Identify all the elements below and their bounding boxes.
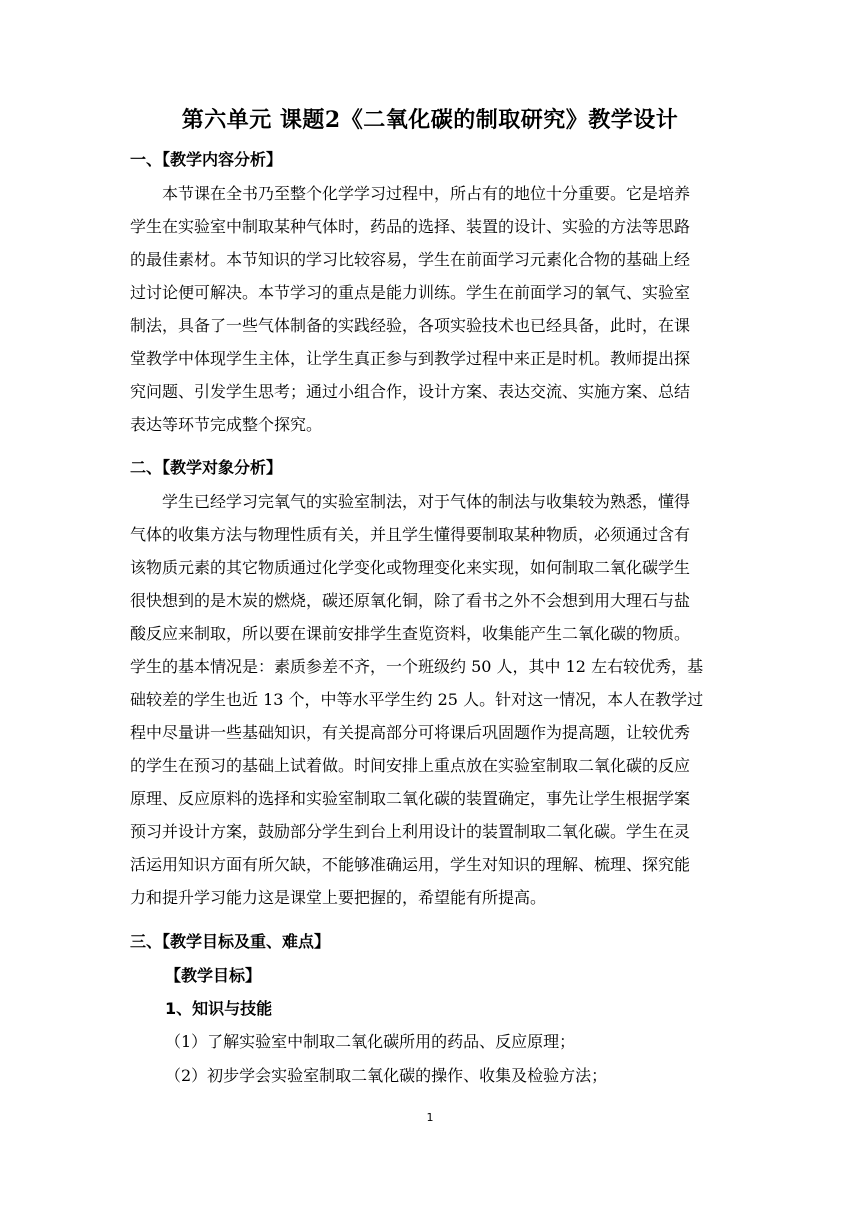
section-heading-teaching-goals: 三、【教学目标及重、难点】 <box>130 932 331 951</box>
paragraph-line: 制法，具备了一些气体制备的实践经验，各项实验技术也已经具备，此时，在课 <box>130 316 691 335</box>
paragraph-line: 预习并设计方案，鼓励部分学生到台上利用设计的装置制取二氧化碳。学生在灵 <box>130 822 691 841</box>
section-heading-student-analysis: 二、【教学对象分析】 <box>130 458 283 477</box>
paragraph-line: 究问题、引发学生思考；通过小组合作，设计方案、表达交流、实施方案、总结 <box>130 382 691 401</box>
paragraph-content-analysis <box>130 177 730 441</box>
paragraph-line: 原理、反应原料的选择和实验室制取二氧化碳的装置确定，事先让学生根据学案 <box>130 789 691 808</box>
paragraph-line: 酸反应来制取，所以要在课前安排学生查览资料，收集能产生二氧化碳的物质。 <box>130 624 691 643</box>
section-heading-content-analysis: 一、【教学内容分析】 <box>130 150 283 169</box>
paragraph-line: 活运用知识方面有所欠缺，不能够准确运用，学生对知识的理解、梳理、探究能 <box>130 855 691 874</box>
goal-item: （2）初步学会实验室制取二氧化碳的操作、收集及检验方法； <box>165 1066 608 1085</box>
paragraph-line: 堂教学中体现学生主体，让学生真正参与到教学过程中来正是时机。教师提出探 <box>130 349 691 368</box>
paragraph-line: 的最佳素材。本节知识的学习比较容易，学生在前面学习元素化合物的基础上经 <box>130 250 691 269</box>
paragraph-line: 的学生在预习的基础上试着做。时间安排上重点放在实验室制取二氧化碳的反应 <box>130 756 691 775</box>
paragraph-line: 过讨论便可解决。本节学习的重点是能力训练。学生在前面学习的氧气、实验室 <box>130 283 691 302</box>
paragraph-line: 很快想到的是木炭的燃烧，碳还原氧化铜，除了看书之外不会想到用大理石与盐 <box>130 591 691 610</box>
paragraph-line: 表达等环节完成整个探究。 <box>130 415 323 434</box>
paragraph-line: 学生的基本情况是：素质参差不齐，一个班级约 50 人，其中 12 左右较优秀，基 <box>130 657 704 676</box>
page-number: 1 <box>426 1111 434 1124</box>
paragraph-line: 本节课在全书乃至整个化学学习过程中，所占有的地位十分重要。它是培养 <box>130 184 691 203</box>
paragraph-line: 础较差的学生也近 13 个，中等水平学生约 25 人。针对这一情况，本人在教学过 <box>130 690 704 709</box>
goal-item: （1）了解实验室中制取二氧化碳所用的药品、反应原理； <box>165 1032 576 1051</box>
subheading-teaching-goals: 【教学目标】 <box>165 966 262 985</box>
paragraph-line: 该物质元素的其它物质通过化学变化或物理变化来实现，如何制取二氧化碳学生 <box>130 558 691 577</box>
paragraph-line: 力和提升学习能力这是课堂上要把握的，希望能有所提高。 <box>130 888 547 907</box>
subheading-knowledge-skills: 1、知识与技能 <box>165 999 273 1018</box>
document-title: 第六单元 课题2《二氧化碳的制取研究》教学设计 <box>181 107 679 133</box>
paragraph-line: 程中尽量讲一些基础知识，有关提高部分可将课后巩固题作为提高题，让较优秀 <box>130 723 691 742</box>
paragraph-student-analysis <box>130 485 730 914</box>
paragraph-line: 气体的收集方法与物理性质有关，并且学生懂得要制取某种物质，必须通过含有 <box>130 525 691 544</box>
paragraph-line: 学生在实验室中制取某种气体时，药品的选择、装置的设计、实验的方法等思路 <box>130 217 691 236</box>
paragraph-line: 学生已经学习完氧气的实验室制法，对于气体的制法与收集较为熟悉，懂得 <box>130 492 691 511</box>
